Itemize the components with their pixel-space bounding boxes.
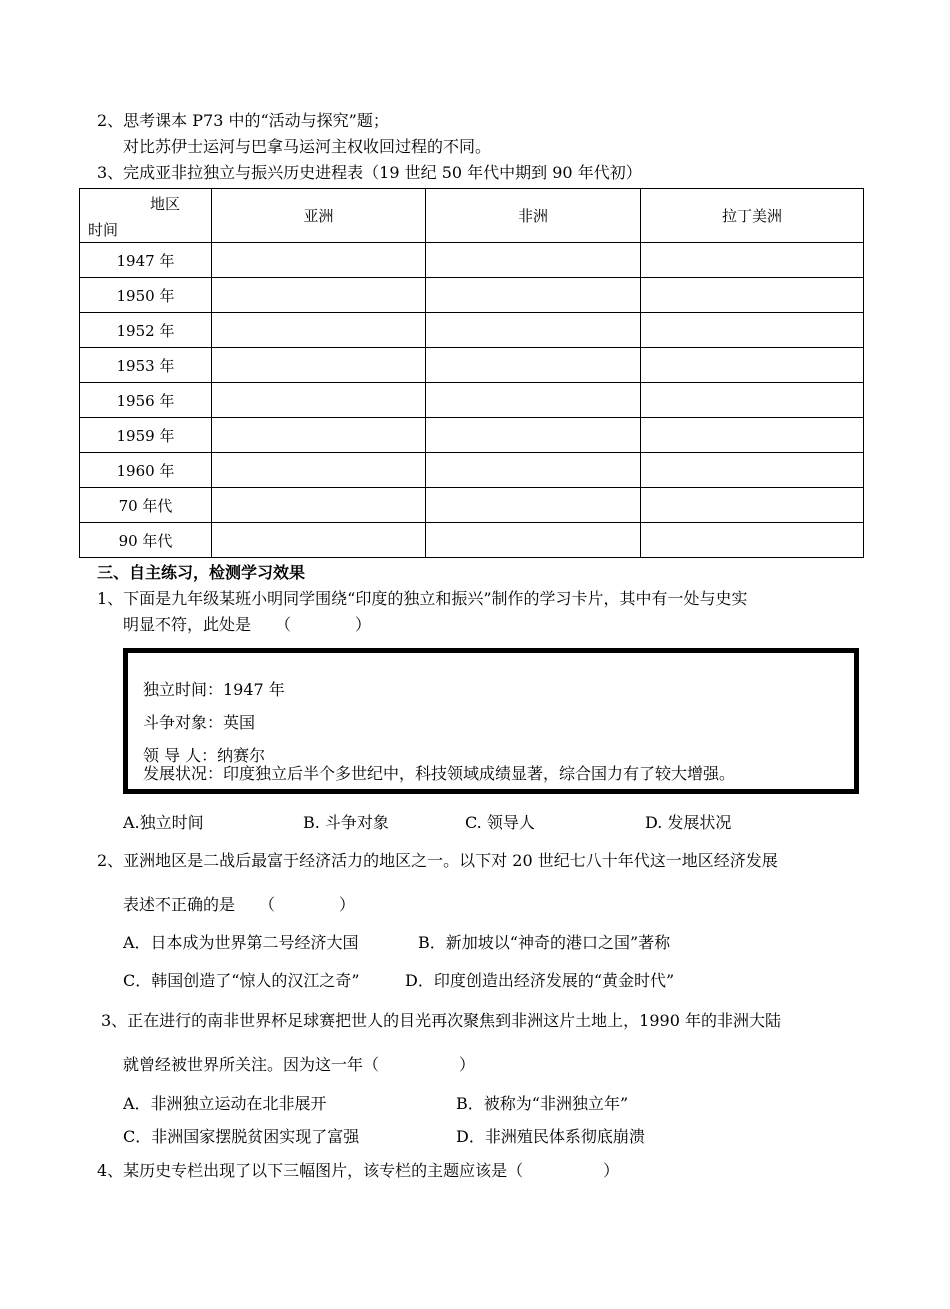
q2-stem-line1: 2、亚洲地区是二战后最富于经济活力的地区之一。以下对 20 世纪七八十年代这一地区经济发展	[97, 851, 778, 870]
row-year-cell: 1950 年	[80, 278, 212, 313]
item2-subtext: 对比苏伊士运河与巴拿马运河主权收回过程的不同。	[123, 137, 492, 156]
row-year-cell: 1953 年	[80, 348, 212, 383]
row-year-cell: 1952 年	[80, 313, 212, 348]
row-year-cell: 70 年代	[80, 488, 212, 523]
q3-option-a[interactable]: A．非洲独立运动在北非展开	[123, 1094, 327, 1113]
q2-option-a[interactable]: A．日本成为世界第二号经济大国	[123, 933, 359, 952]
answer-cell[interactable]	[212, 243, 426, 278]
row-year-cell: 1959 年	[80, 418, 212, 453]
answer-cell[interactable]	[641, 348, 864, 383]
table-row	[80, 243, 864, 278]
answer-cell[interactable]	[641, 243, 864, 278]
table-row	[80, 313, 864, 348]
answer-cell[interactable]	[212, 523, 426, 558]
table-row	[80, 348, 864, 383]
answer-cell[interactable]	[641, 383, 864, 418]
q2-option-d[interactable]: D．印度创造出经济发展的“黄金时代”	[405, 971, 675, 990]
q3-option-c[interactable]: C．非洲国家摆脱贫困实现了富强	[123, 1127, 360, 1146]
answer-cell[interactable]	[426, 278, 641, 313]
table-corner-cell	[80, 189, 212, 243]
q2-option-b[interactable]: B．新加坡以“神奇的港口之国”著称	[418, 933, 671, 952]
section3-heading: 三、自主练习，检测学习效果	[97, 563, 306, 582]
q1-stem-line1: 1、下面是九年级某班小明同学围绕“印度的独立和振兴”制作的学习卡片，其中有一处与史实	[97, 589, 748, 608]
answer-cell[interactable]	[641, 523, 864, 558]
table-row	[80, 488, 864, 523]
answer-cell[interactable]	[426, 313, 641, 348]
row-year-cell: 90 年代	[80, 523, 212, 558]
answer-cell[interactable]	[212, 313, 426, 348]
column-header-asia: 亚洲	[212, 189, 426, 243]
card-development: 发展状况：印度独立后半个多世纪中，科技领域成绩显著，综合国力有了较大增强。	[143, 764, 736, 783]
row-year-cell: 1956 年	[80, 383, 212, 418]
card-independence-time: 独立时间：1947 年	[143, 680, 285, 699]
answer-cell[interactable]	[641, 453, 864, 488]
answer-cell[interactable]	[641, 418, 864, 453]
answer-cell[interactable]	[212, 348, 426, 383]
card-leader: 领 导 人：纳赛尔	[143, 746, 266, 765]
table-row	[80, 523, 864, 558]
q3-stem-line1: 3、正在进行的南非世界杯足球赛把世人的目光再次聚焦到非洲这片土地上，1990 年的非洲大陆	[101, 1011, 781, 1030]
q2-stem-line2: 表述不正确的是 （ ）	[123, 895, 356, 914]
answer-cell[interactable]	[426, 418, 641, 453]
answer-cell[interactable]	[426, 243, 641, 278]
table-row	[80, 418, 864, 453]
answer-cell[interactable]	[426, 453, 641, 488]
answer-cell[interactable]	[426, 523, 641, 558]
corner-time-label: 时间	[88, 221, 119, 239]
q3-option-d[interactable]: D．非洲殖民体系彻底崩溃	[456, 1127, 645, 1146]
table-row	[80, 383, 864, 418]
answer-cell[interactable]	[212, 383, 426, 418]
q1-option-c[interactable]: C. 领导人	[465, 813, 535, 832]
table-row	[80, 453, 864, 488]
answer-cell[interactable]	[212, 453, 426, 488]
answer-cell[interactable]	[641, 313, 864, 348]
row-year-cell: 1947 年	[80, 243, 212, 278]
history-progress-table	[79, 188, 864, 558]
table-row	[80, 278, 864, 313]
corner-region-label: 地区	[150, 195, 181, 213]
q1-stem-line2: 明显不符，此处是 （ ）	[123, 615, 372, 634]
answer-cell[interactable]	[641, 278, 864, 313]
item3-text: 3、完成亚非拉独立与振兴历史进程表（19 世纪 50 年代中期到 90 年代初）	[97, 163, 642, 182]
table-header-row	[80, 189, 864, 243]
column-header-africa: 非洲	[426, 189, 641, 243]
answer-cell[interactable]	[426, 488, 641, 523]
q3-stem-line2: 就曾经被世界所关注。因为这一年（ ）	[123, 1055, 476, 1074]
answer-cell[interactable]	[426, 348, 641, 383]
q1-option-a[interactable]: A.独立时间	[123, 813, 204, 832]
card-opponent: 斗争对象：英国	[143, 713, 256, 732]
answer-cell[interactable]	[212, 418, 426, 453]
answer-cell[interactable]	[426, 383, 641, 418]
q3-option-b[interactable]: B．被称为“非洲独立年”	[456, 1094, 629, 1113]
answer-cell[interactable]	[641, 488, 864, 523]
answer-cell[interactable]	[212, 488, 426, 523]
q1-option-d[interactable]: D. 发展状况	[645, 813, 732, 832]
answer-cell[interactable]	[212, 278, 426, 313]
row-year-cell: 1960 年	[80, 453, 212, 488]
q1-option-b[interactable]: B. 斗争对象	[303, 813, 389, 832]
item2-text: 2、思考课本 P73 中的“活动与探究”题；	[97, 111, 389, 130]
q4-stem: 4、某历史专栏出现了以下三幅图片，该专栏的主题应该是（ ）	[97, 1161, 620, 1180]
study-card	[123, 648, 859, 794]
q2-option-c[interactable]: C．韩国创造了“惊人的汉江之奇”	[123, 971, 360, 990]
column-header-latin-america: 拉丁美洲	[641, 189, 864, 243]
